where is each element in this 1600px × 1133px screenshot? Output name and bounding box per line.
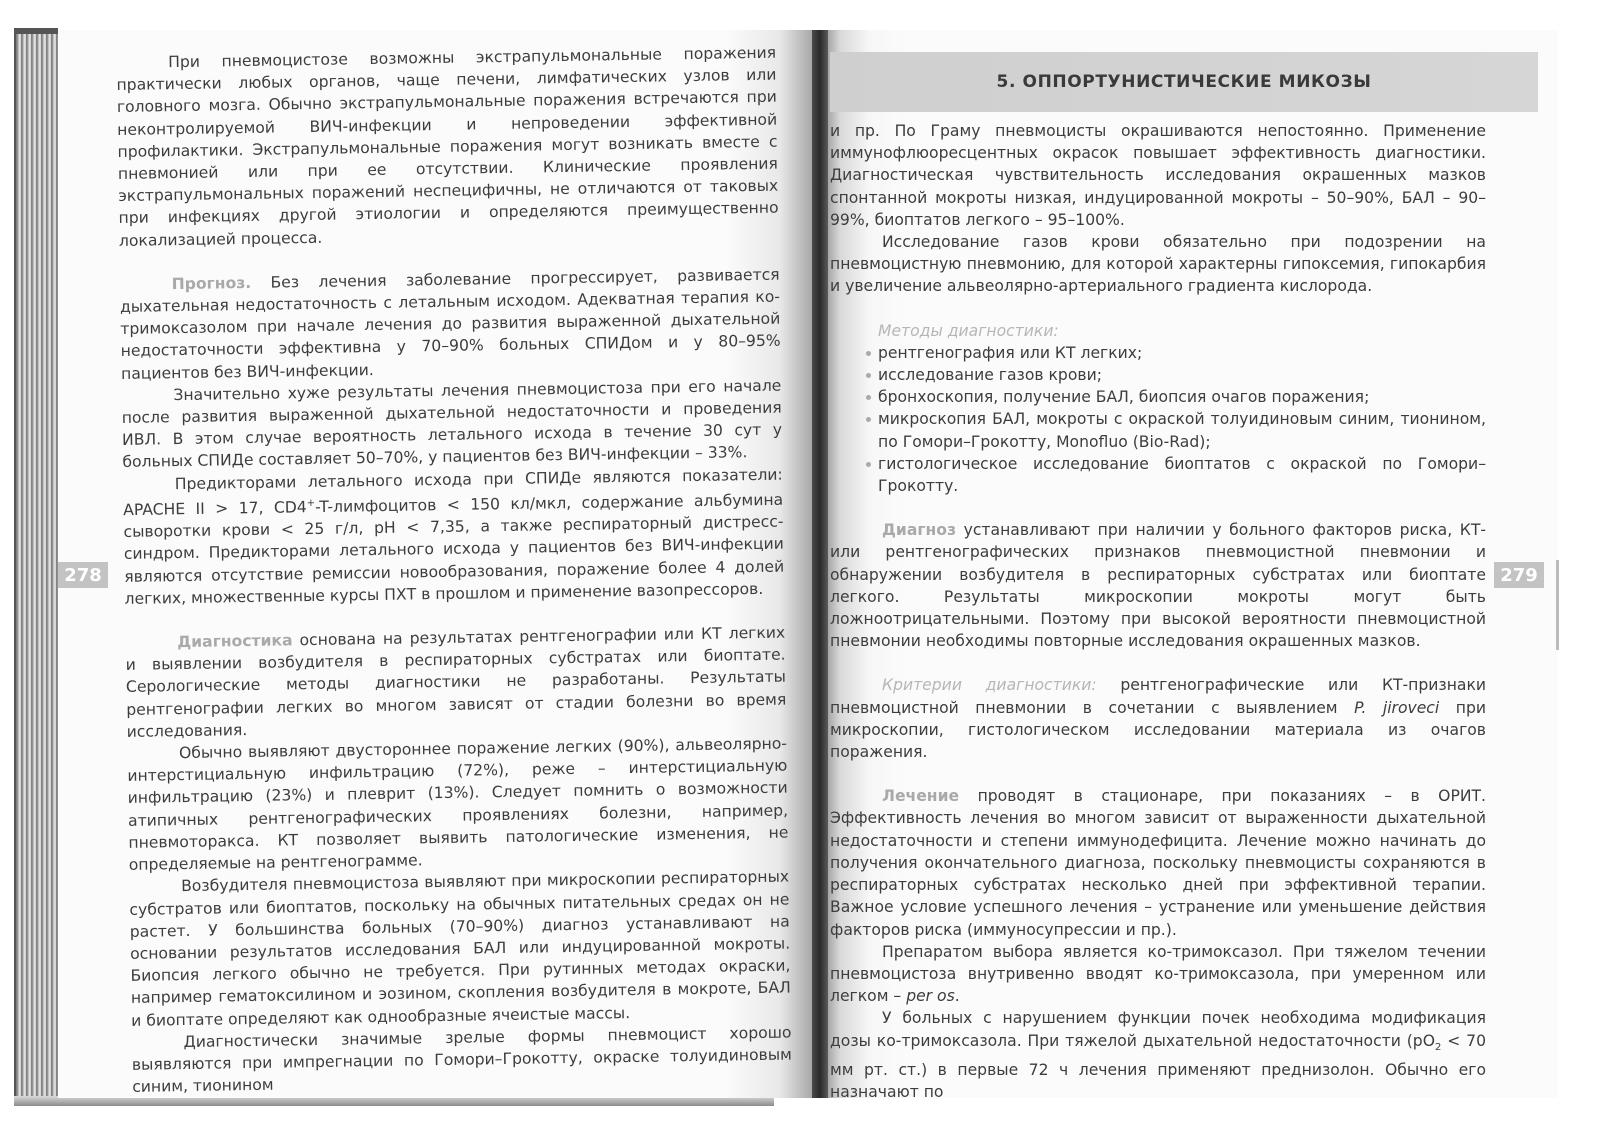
paragraph: Диагностически значимые зрелые формы пневмоцист хорошо выявляются при импрегнации по Гомори–Грокотту, окраске толуидиновым синим, тионином bbox=[131, 1023, 792, 1096]
list-item bbox=[830, 364, 1486, 386]
page-number-right: 279 bbox=[1494, 562, 1544, 588]
prognosis-paragraph bbox=[119, 263, 781, 384]
right-page-edge bbox=[1556, 560, 1559, 650]
species-name: P. jiroveci bbox=[1354, 698, 1440, 717]
criteria-heading: Критерии диагностики: bbox=[882, 676, 1097, 695]
right-page-text bbox=[830, 120, 1486, 1103]
predictors-paragraph bbox=[123, 463, 785, 610]
renal-paragraph bbox=[830, 1007, 1486, 1103]
page-number-left: 278 bbox=[58, 562, 108, 588]
paragraph: При пневмоцистозе возможны экстрапульмональные поражения практически любых органов, чаще печени, лимфатических узлов или головного мозга. Обычно экстрапульмональные поражения встречаются при неконтролируемой ВИЧ-инфекции и непроведении эффективной профилактики. Экстрапульмональные поражения могут возникать вместе с пневмонией или при ее отсутствии. Клинические проявления экстрапульмональных поражений неспецифичны, не отличаются от таковых при инфекциях другой этиологии и определяются преимущественно локализацией процесса. bbox=[116, 43, 779, 250]
paragraph: Исследование газов крови обязательно при подозрении на пневмоцистную пневмонию, для которой характерны гипоксемия, гипокарбия и увеличение альвеолярно-артериального градиента кислорода. bbox=[830, 233, 1486, 296]
drug-text: Препаратом выбора является ко-тримоксазол. При тяжелом течении пневмоцистоза внутривенно вводят ко-тримоксазола, при умеренном или легком – bbox=[830, 942, 1486, 1006]
bullet-icon bbox=[866, 373, 871, 378]
bullet-icon bbox=[866, 395, 871, 400]
diagnosis-heading: Диагноз bbox=[882, 521, 957, 540]
treatment-text: проводят в стационаре, при показаниях – в ОРИТ. Эффективность лечения во многом зависит от выраженности дыхательной недостаточности и степени иммунодефицита. Лечение можно начинать до получения окончательного диагноза, поскольку пневмоцисты сохраняются в респираторных субстратах несколько дней при эффективной терапии. Важное условие успешного лечения – устранение или уменьшение действия факторов риска (иммуносупрессии и пр.). bbox=[830, 787, 1486, 939]
criteria-text-cont: при микроскопии, гистологическом исследовании материала из очагов поражения. bbox=[830, 698, 1486, 762]
predictors-text-cont: -T-лимфоцитов < 150 кл/мкл, содержание альбумина сыворотки крови < 25 г/л, pH < 7,35, а также респираторный дистресс-синдром. Предикторами летального исхода у пациентов без ВИЧ-инфекции являются отсутствие ремиссии новообразования, поражение более 4 долей легких, множественные курсы ПХТ в прошлом и применение вазопрессоров. bbox=[123, 490, 785, 608]
list-item-text: микроскопия БАЛ, мокроты с окраской толуидиновым синим, тионином, по Гомори–Грокотту, Monofluo (Bio-Rad); bbox=[878, 410, 1486, 451]
left-cover-edge bbox=[14, 28, 58, 34]
route-text: per os bbox=[906, 987, 955, 1006]
treatment-paragraph bbox=[830, 785, 1486, 940]
paragraph: Значительно хуже результаты лечения пневмоцистоза при его начале после развития выраженной дыхательной недостаточности и проведения ИВЛ. В этом случае вероятность летального исхода в течение 30 сут у больных СПИДе составляет 50–70%, у пациентов без ВИЧ-инфекции – 33%. bbox=[121, 376, 783, 472]
diagnosis-text: устанавливают при наличии у больного факторов риска, КТ- или рентгенографических признаков пневмоцистной пневмонии и обнаружении возбудителя в респираторных субстратах или биоптате легкого. Результаты микроскопии мокроты могут быть ложноотрицательными. Поэтому при высокой вероятности пневмоцистной пневмонии необходимы повторные исследования окрашенных мазков. bbox=[830, 521, 1486, 651]
bullet-icon bbox=[866, 462, 871, 467]
chapter-header: 5. ОППОРТУНИСТИЧЕСКИЕ МИКОЗЫ bbox=[830, 52, 1538, 112]
diagnosis-paragraph bbox=[830, 519, 1486, 652]
list-item-text: бронхоскопия, получение БАЛ, биопсия очагов поражения; bbox=[878, 388, 1370, 407]
methods-list bbox=[830, 342, 1486, 497]
left-page-edges bbox=[14, 30, 60, 1106]
subscript: 2 bbox=[1434, 1041, 1442, 1053]
diagnostics-heading: Диагностика bbox=[177, 631, 293, 652]
book-gutter bbox=[812, 30, 828, 1098]
criteria-paragraph bbox=[830, 674, 1486, 763]
predictors-text: Предикторами летального исхода при СПИДе являются показатели: APACHE II > 17, CD4 bbox=[123, 465, 783, 519]
diagnostics-paragraph bbox=[125, 622, 787, 743]
methods-label: Методы диагностики: bbox=[878, 321, 1059, 340]
diagnostics-text: основана на результатах рентгенографии или КТ легких и выявлении возбудителя в респираторных субстратах или биоптате. Серологические методы диагностики не разработаны. Результаты рентгенографии легких во многом зависят от стадии болезни во время исследования. bbox=[125, 623, 787, 741]
renal-text: У больных с нарушением функции почек необходима модификация дозы ко-тримоксазола. При тяжелой дыхательной недостаточности (pO bbox=[830, 1009, 1486, 1050]
criteria-text: рентгенографические или КТ-признаки пневмоцистной пневмонии в сочетании с выявлением bbox=[830, 676, 1486, 717]
list-item bbox=[830, 386, 1486, 408]
methods-heading bbox=[830, 320, 1486, 342]
list-item bbox=[830, 453, 1486, 497]
list-item bbox=[830, 408, 1486, 452]
drug-text-end: . bbox=[954, 987, 960, 1006]
superscript: + bbox=[306, 497, 316, 509]
prognosis-text: Без лечения заболевание прогрессирует, развивается дыхательная недостаточность с летальным исходом. Адекватная терапия ко-тримоксазолом при начале лечения до развития выраженной дыхательной недостаточности эффективна у 70–90% больных СПИДом и у 80–95% пациентов без ВИЧ-инфекции. bbox=[119, 265, 781, 383]
drug-paragraph bbox=[830, 941, 1486, 1008]
list-item bbox=[830, 342, 1486, 364]
bullet-icon bbox=[866, 351, 871, 356]
paragraph: и пр. По Граму пневмоцисты окрашиваются непостоянно. Применение иммунофлюоресцентных окрасок повышает эффективность диагностики. Диагностическая чувствительность исследования окрашенных мазков спонтанной мокроты низкая, индуцированной мокроты – 50–90%, БАЛ – 90–99%, биоптатов легкого – 95–100%. bbox=[830, 122, 1486, 229]
bullet-icon bbox=[866, 417, 871, 422]
prognosis-heading: Прогноз. bbox=[171, 273, 252, 293]
renal-text-cont: < 70 мм рт. ст.) в первые 72 ч лечения применяют преднизолон. Обычно его назначают по bbox=[830, 1031, 1486, 1102]
paragraph: Обычно выявляют двустороннее поражение легких (90%), альвеолярно-интерстициальную инфильтрацию (72%), реже – интерстициальную инфильтрацию (23%) и плеврит (13%). Следует помнить о возможности атипичных рентгенографических проявлениях болезни, например, пневмоторакса. КТ позволяет выявить патологические изменения, не определяемые на рентгенограмме. bbox=[127, 734, 789, 874]
paragraph: Возбудителя пневмоцистоза выявляют при микроскопии респираторных субстратов или биоптатов, поскольку на обычных питательных средах он не растет. У большинства больных (70–90%) диагноз устанавливают на основании результатов исследования БАЛ или индуцированной мокроты. Биопсия легкого обычно не требуется. При рутинных методах окраски, например гематоксилином и эозином, скопления возбудителя в мокроте, БАЛ и биоптате определяют как однообразные ячеистые массы. bbox=[129, 867, 791, 1030]
list-item-text: гистологическое исследование биоптатов с окраской по Гомори–Грокотту. bbox=[878, 454, 1486, 496]
treatment-heading: Лечение bbox=[882, 787, 960, 806]
list-item-text: рентгенография или КТ легких; bbox=[878, 343, 1143, 362]
left-page-text bbox=[116, 42, 792, 1099]
list-item-text: исследование газов крови; bbox=[878, 366, 1102, 385]
